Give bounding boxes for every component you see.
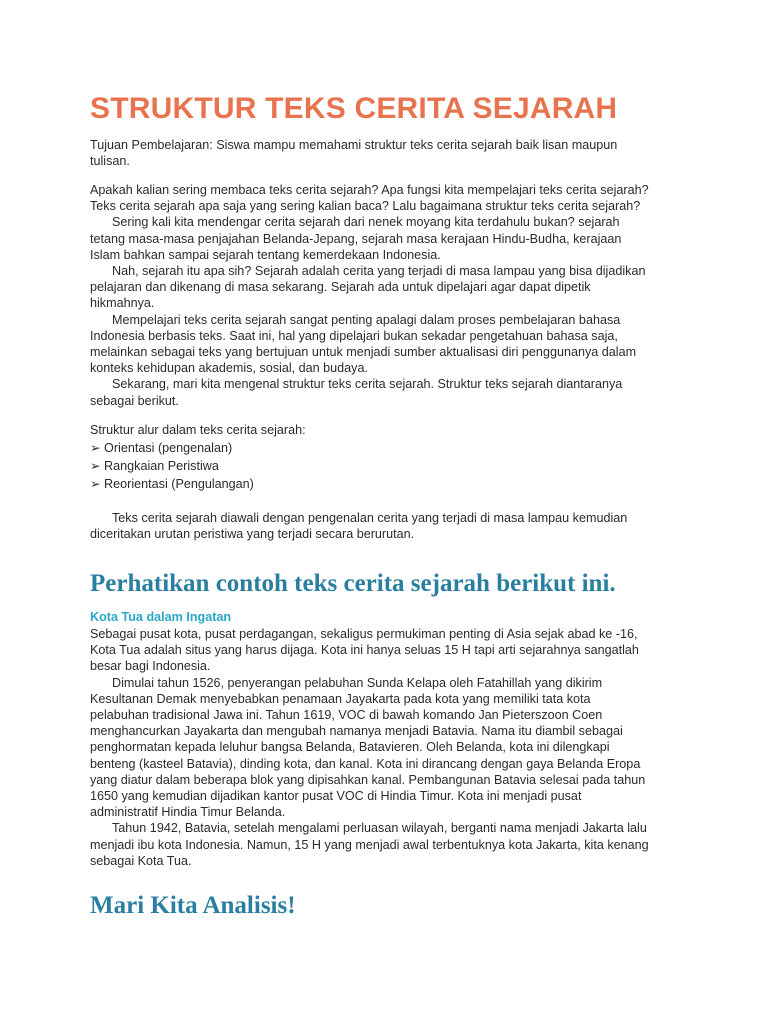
- text-line: besar bagi Indonesia.: [90, 659, 211, 674]
- text-line: pelabuhan tradisional Jawa ini. Tahun 1619, VOC di bawah komando Jan Pieterszoon Coen: [90, 708, 603, 723]
- analysis-heading: Mari Kita Analisis!: [90, 892, 296, 919]
- learning-goal: [90, 137, 690, 169]
- text-line: menghancurkan Jayakarta dan mengubah namanya menjadi Batavia. Nama itu diambil sebagai: [90, 724, 623, 739]
- text-line: Nah, sejarah itu apa sih? Sejarah adalah cerita yang terjadi di masa lampau yang bisa dijadikan: [112, 264, 646, 279]
- text-line: Sering kali kita mendengar cerita sejarah dari nenek moyang kita terdahulu bukan? sejarah: [112, 215, 620, 230]
- text-line: Tujuan Pembelajaran: Siswa mampu memahami struktur teks cerita sejarah baik lisan maupun: [90, 138, 618, 152]
- text-line: sebagai berikut.: [90, 393, 179, 408]
- text-line: Indonesia berbasis teks. Saat ini, hal yang dipelajari bukan sekadar pengetahuan bahasa saja,: [90, 328, 618, 343]
- text-line: menjadi ibu kota Indonesia. Namun, 15 H yang menjadi awal terbentuknya kota Jakarta, kita kenang: [90, 837, 649, 852]
- text-line: yang diatur dalam beberapa blok yang dipisahkan kanal. Pembangunan Batavia selesai pada tahun: [90, 772, 646, 787]
- text-line: benteng (kasteel Batavia), dinding kota, dan kanal. Kota ini dirancang dengan gaya Belanda Eropa: [90, 756, 641, 771]
- text-line: Sekarang, mari kita mengenal struktur teks cerita sejarah. Struktur teks sejarah diantaranya: [112, 377, 623, 392]
- text-line: Tahun 1942, Batavia, setelah mengalami perluasan wilayah, berganti nama menjadi Jakarta lalu: [112, 821, 647, 836]
- text-line: Apakah kalian sering membaca teks cerita sejarah? Apa fungsi kita mempelajari teks cerita sejarah?: [90, 183, 649, 197]
- text-line: Sebagai pusat kota, pusat perdagangan, sekaligus permukiman penting di Asia sejak abad ke -16,: [90, 627, 638, 641]
- text-line: administratif Hindia Timur Belanda.: [90, 805, 286, 820]
- text-line: Kota Tua adalah situs yang harus dijaga. Kota ini hanya seluas 15 H tapi arti sejarahnya sangatlah: [90, 643, 639, 658]
- text-line: tetang masa-masa penjajahan Belanda-Jepang, sejarah masa kerajaan Hindu-Budha, kerajaan: [90, 231, 622, 246]
- text-line: sebagai Kota Tua.: [90, 853, 192, 868]
- text-line: Teks cerita sejarah apa saja yang sering kalian baca? Lalu bagaimana struktur teks cerita sejarah?: [90, 199, 641, 214]
- text-line: Teks cerita sejarah diawali dengan pengenalan cerita yang terjadi di masa lampau kemudian: [112, 511, 628, 525]
- text-line: pelajaran dan dikenang di masa sekarang. Sejarah ada untuk dipelajari agar dapat dipetik: [90, 280, 591, 295]
- example-text: [90, 626, 690, 869]
- text-line: Kesultanan Demak menyebabkan penamaan Jayakarta pada kota yang memiliki tata kota: [90, 691, 591, 706]
- list-item: ➢ Orientasi (pengenalan): [90, 441, 233, 455]
- structure-label: Struktur alur dalam teks cerita sejarah:: [90, 423, 306, 437]
- text-line: diceritakan urutan peristiwa yang terjadi secara berurutan.: [90, 527, 415, 542]
- example-title: Kota Tua dalam Ingatan: [90, 610, 232, 624]
- list-item: ➢ Reorientasi (Pengulangan): [90, 477, 254, 491]
- text-line: Dimulai tahun 1526, penyerangan pelabuhan Sunda Kelapa oleh Fatahillah yang dikirim: [112, 675, 603, 690]
- example-heading: Perhatikan contoh teks cerita sejarah berikut ini.: [90, 570, 616, 597]
- text-line: melainkan sebagai teks yang bertujuan untuk menjadi sumber aktualisasi diri penggunanya dalam: [90, 345, 637, 360]
- text-line: penghormatan kepada leluhur bangsa Belanda, Batavieren. Oleh Belanda, kota ini dilengkapi: [90, 740, 610, 755]
- text-line: Islam bahkan sampai sejarah tentang kemerdekaan Indonesia.: [90, 247, 441, 262]
- text-line: Mempelajari teks cerita sejarah sangat penting apalagi dalam proses pembelajaran bahasa: [112, 312, 621, 327]
- list-item: ➢ Rangkaian Peristiwa: [90, 459, 219, 473]
- summary-paragraph: [90, 510, 690, 542]
- intro-paragraphs: [90, 182, 690, 409]
- page-title: STRUKTUR TEKS CERITA SEJARAH: [90, 92, 618, 125]
- text-line: konteks kehidupan akademis, sosial, dan budaya.: [90, 361, 368, 376]
- text-line: hikmahnya.: [90, 296, 155, 311]
- text-line: tulisan.: [90, 154, 130, 169]
- structure-list: [90, 421, 690, 493]
- text-line: 1650 yang kemudian dijadikan kantor pusat VOC di Hindia Timur. Kota ini menjadi pusat: [90, 789, 582, 804]
